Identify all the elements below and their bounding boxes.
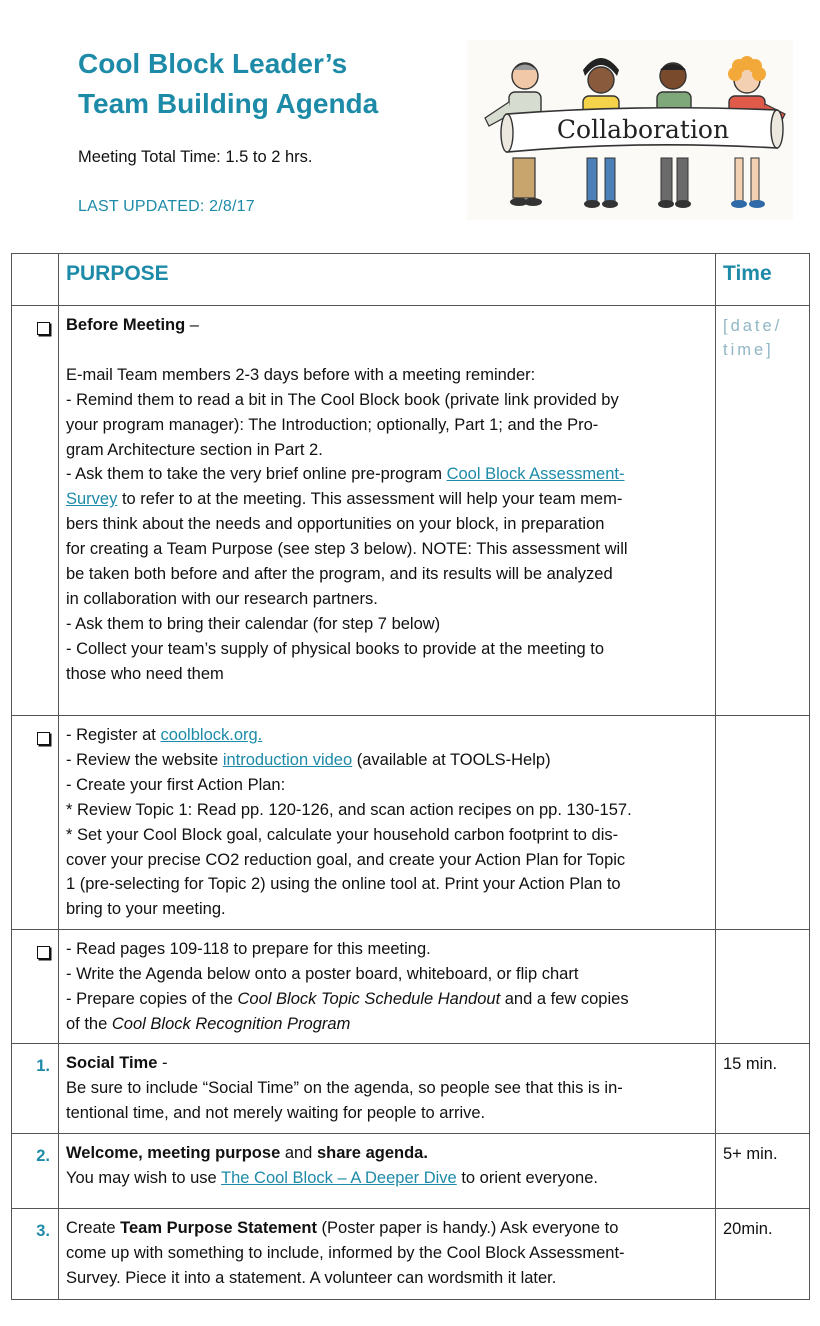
heading-dash: – xyxy=(185,316,199,334)
time-column-header: Time xyxy=(716,254,810,306)
coolblock-link[interactable]: coolblock.org. xyxy=(160,726,263,744)
text-line: 1 (pre-selecting for Topic 2) using the online tool at. Print your Action Plan to xyxy=(66,875,621,894)
row-marker xyxy=(12,716,59,930)
assessment-survey-link[interactable]: Cool Block Assessment- Survey xyxy=(66,465,625,509)
table-row xyxy=(12,930,810,1044)
text-line: (available at TOOLS-Help) xyxy=(352,750,551,769)
text-line: in collaboration with our research partners. xyxy=(66,589,378,608)
text-line: of the xyxy=(66,1014,112,1033)
table-row xyxy=(12,1134,810,1209)
text-line: * Set your Cool Block goal, calculate your household carbon footprint to dis- xyxy=(66,825,619,844)
text-line: those who need them xyxy=(66,664,224,683)
text-line: to refer to at the meeting. This assessment will help your team mem- xyxy=(117,490,623,509)
text-line: - Review the website xyxy=(66,750,223,769)
text-line: - Register at xyxy=(66,726,161,744)
before-meeting-cell xyxy=(59,306,716,716)
step-number: 3. xyxy=(12,1209,59,1300)
text-line: * Review Topic 1: Read pp. 120-126, and scan action recipes on pp. 130-157. xyxy=(66,800,632,819)
text-line: You may wish to use xyxy=(66,1168,222,1187)
text-line: E-mail Team members 2-3 days before with a meeting reminder: xyxy=(66,365,536,384)
text-line: bring to your meeting. xyxy=(66,900,226,919)
text-line: Be sure to include “Social Time” on the agenda, so people see that this is in- xyxy=(66,1078,623,1097)
step-number: 1. xyxy=(12,1044,59,1134)
table-row xyxy=(12,1044,810,1134)
introduction-video-link[interactable]: introduction video xyxy=(222,750,353,769)
step-duration: 5+ min. xyxy=(716,1134,810,1209)
date-time-placeholder xyxy=(716,306,810,716)
text-line: gram Architecture section in Part 2. xyxy=(66,440,323,459)
row-marker xyxy=(12,306,59,716)
time-cell xyxy=(716,716,810,930)
step-heading: Welcome, meeting purpose xyxy=(66,1144,281,1162)
text-line: Survey. Piece it into a statement. A volunteer can wordsmith it later. xyxy=(66,1268,557,1287)
text-line: - Create your first Action Plan: xyxy=(66,775,286,794)
welcome-cell xyxy=(59,1134,716,1209)
text-line: - Ask them to take the very brief online pre-program xyxy=(66,465,447,484)
text-line: tentional time, and not merely waiting for people to arrive. xyxy=(66,1103,486,1122)
text-line: cover your precise CO2 reduction goal, and create your Action Plan for Topic xyxy=(66,850,626,869)
text-line: be taken both before and after the program, and its results will be analyzed xyxy=(66,565,613,584)
text-line: - Remind them to read a bit in The Cool Block book (private link provided by xyxy=(66,390,619,409)
social-time-cell xyxy=(59,1044,716,1134)
step-number: 2. xyxy=(12,1134,59,1209)
spacer xyxy=(66,338,709,363)
before-meeting-heading: Before Meeting xyxy=(66,316,186,334)
text-line: - Read pages 109-118 to prepare for this meeting. xyxy=(66,940,431,958)
text-line: come up with something to include, informed by the Cool Block Assessment- xyxy=(66,1243,625,1262)
text-line: bers think about the needs and opportunities on your block, in preparation xyxy=(66,515,605,534)
placeholder-line: time] xyxy=(723,341,774,359)
text-line: - Prepare copies of the xyxy=(66,989,238,1008)
handout-title: Cool Block Topic Schedule Handout xyxy=(237,989,501,1008)
step-heading: share agenda. xyxy=(316,1144,428,1162)
text-fragment: and xyxy=(280,1144,317,1162)
table-row xyxy=(12,1209,810,1300)
team-purpose-cell xyxy=(59,1209,716,1300)
last-updated: LAST UPDATED: 2/8/17 xyxy=(78,198,255,215)
table-row xyxy=(12,306,810,716)
step-heading: Team Purpose Statement xyxy=(120,1219,317,1237)
text-line: to orient everyone. xyxy=(456,1168,598,1187)
text-line: for creating a Team Purpose (see step 3 below). NOTE: This assessment will xyxy=(66,540,628,559)
placeholder-line: [date/ xyxy=(723,317,783,335)
text-line: - Write the Agenda below onto a poster board, whiteboard, or flip chart xyxy=(66,964,579,983)
deeper-dive-link[interactable]: The Cool Block – A Deeper Dive xyxy=(221,1168,457,1187)
text-line: your program manager): The Introduction; optionally, Part 1; and the Pro- xyxy=(66,415,599,434)
row-marker xyxy=(12,930,59,1044)
page-title xyxy=(78,44,378,124)
table-row xyxy=(12,716,810,930)
table-header-row xyxy=(12,254,810,306)
text-line: - Collect your team’s supply of physical books to provide at the meeting to xyxy=(66,639,605,658)
checkbox-icon[interactable] xyxy=(37,322,50,335)
purpose-column-header: PURPOSE xyxy=(59,254,716,306)
text-line: (Poster paper is handy.) Ask everyone to xyxy=(316,1219,619,1237)
header-empty-cell xyxy=(12,254,59,306)
collaboration-banner xyxy=(501,108,783,152)
agenda-table xyxy=(11,253,810,1300)
text-line: and a few copies xyxy=(500,989,629,1008)
banner-text: Collaboration xyxy=(556,115,730,144)
prepare-cell xyxy=(59,930,716,1044)
time-cell xyxy=(716,930,810,1044)
recognition-program-title: Cool Block Recognition Program xyxy=(111,1014,351,1033)
collaboration-illustration xyxy=(467,40,793,220)
meeting-total-time: Meeting Total Time: 1.5 to 2 hrs. xyxy=(78,148,313,166)
text-line: - Ask them to bring their calendar (for step 7 below) xyxy=(66,614,441,633)
step-duration: 20min. xyxy=(716,1209,810,1300)
register-cell xyxy=(59,716,716,930)
checkbox-icon[interactable] xyxy=(37,946,50,959)
step-heading: Social Time xyxy=(66,1054,158,1072)
checkbox-icon[interactable] xyxy=(37,732,50,745)
title-line-1: Cool Block Leader’s xyxy=(78,48,348,79)
title-line-2: Team Building Agenda xyxy=(78,88,379,119)
heading-dash: - xyxy=(157,1054,168,1072)
step-duration: 15 min. xyxy=(716,1044,810,1134)
text-fragment: Create xyxy=(66,1219,121,1237)
